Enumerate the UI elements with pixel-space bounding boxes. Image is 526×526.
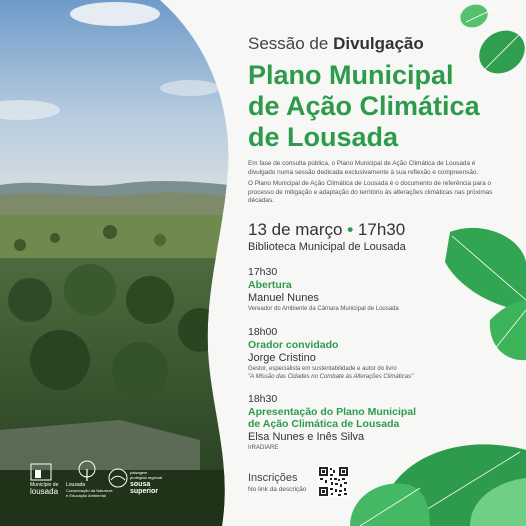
event-date: 13 de março <box>248 220 343 239</box>
intro-paragraph-2: O Plano Municipal de Ação Climática de Lousada é o documento de referência para o processo de mitigação e adaptação do território às alterações climáticas nas próximas décadas. <box>248 180 493 205</box>
title-line-2: de Ação Climática <box>248 91 480 121</box>
program-title: Abertura <box>248 279 292 291</box>
intro-text <box>248 160 498 206</box>
page-title <box>248 60 518 153</box>
municipality-logo-icon <box>30 462 52 482</box>
program-description: Vereador do Ambiente da Câmara Municipal de Lousada <box>248 306 399 312</box>
subtitle-plain: Sessão de <box>248 34 334 53</box>
program-item <box>248 266 498 313</box>
logo-municipality-line1: Município de <box>30 482 59 488</box>
program-description: Gestor, especialista em sustentabilidade e autor do livro <box>248 366 397 372</box>
logo-municipality-line2: lousada <box>30 487 59 496</box>
program-time: 18h00 <box>248 326 278 338</box>
protected-landscape-logo-icon <box>108 468 128 488</box>
tree-logo-icon <box>76 460 98 482</box>
subtitle-bold: Divulgação <box>333 34 424 53</box>
program-title: Apresentação do Plano Municipal de Ação Climática de Lousada <box>248 406 417 430</box>
title-line-3: de Lousada <box>248 122 399 152</box>
logo-conservation-line3: e Educação Ambiental <box>66 493 106 498</box>
program-item <box>248 326 498 381</box>
logo-landscape-line1: paisagem <box>130 470 148 475</box>
intro-paragraph-1: Em fase de consulta pública, o Plano Municipal de Ação Climática de Lousada é divulgado numa sessão dedicada exclusivamente à sua reflexão e compreensão. <box>248 160 479 176</box>
logo-conservation-line2: Conservação da Natureza <box>66 488 113 493</box>
event-venue: Biblioteca Municipal de Lousada <box>248 241 406 253</box>
program-time: 17h30 <box>248 266 278 278</box>
program-description: IrRADIARE <box>248 445 279 451</box>
book-title: "A Missão das Cidades no Combate às Alterações Climáticas" <box>248 374 414 380</box>
logo-landscape-line2: protegida regional <box>130 475 163 480</box>
session-subtitle <box>248 34 424 54</box>
program-speaker: Manuel Nunes <box>248 292 319 304</box>
qr-code-icon[interactable] <box>318 466 349 497</box>
logo-landscape-line3: sousa <box>130 481 151 488</box>
program-item <box>248 393 498 452</box>
event-info <box>248 0 508 526</box>
separator-dot: • <box>347 220 354 239</box>
partner-logos <box>30 458 170 498</box>
program-speaker: Jorge Cristino <box>248 352 316 364</box>
program-title: Orador convidado <box>248 339 339 351</box>
program-time: 18h30 <box>248 393 278 405</box>
program-description-quote <box>248 373 498 381</box>
event-time: 17h30 <box>357 220 406 239</box>
title-line-1: Plano Municipal <box>248 60 454 90</box>
registration-title: Inscrições <box>248 472 298 484</box>
logo-landscape-line4: superior <box>130 488 159 495</box>
logo-conservation-line1: Lousada <box>66 482 86 488</box>
program-speaker: Elsa Nunes e Inês Silva <box>248 431 365 443</box>
registration-subtitle: No link da descrição <box>248 486 307 493</box>
event-datetime <box>248 220 405 240</box>
